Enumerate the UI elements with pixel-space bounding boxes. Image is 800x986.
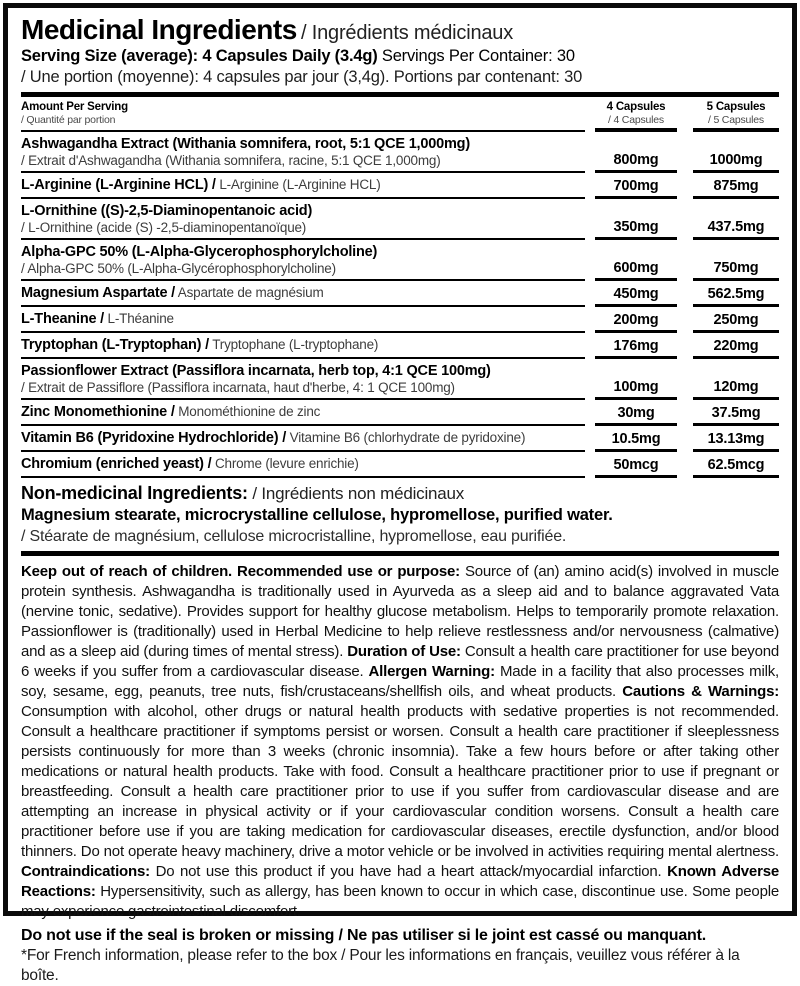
ingredient-row [21,452,779,478]
header-gap [585,101,595,132]
ingredient-name-fr: / L-Ornithine (acide (S) -2,5-diaminopentanoïque) [21,220,307,235]
warning-heading: Known Adverse Reactions: [21,863,779,900]
supplement-facts-panel [3,3,797,984]
amount-5-capsules: 437.5mg [693,199,779,240]
ingredient-row [21,307,779,333]
amount-4-capsules: 600mg [595,240,677,281]
french-info-note: *For French information, please refer to the box / Pour les informations en français, veuillez vous référer à la boîte. [21,947,740,984]
ingredient-row [21,426,779,452]
ingredient-name-fr: / Extrait de Passiflore (Passiflora incarnata, haut d'herbe, 4: 1 QCE 100mg) [21,380,455,395]
ingredient-name [21,452,585,478]
amount-5-capsules: 120mg [693,359,779,400]
amount-5-capsules: 37.5mg [693,400,779,426]
amount-5-capsules: 750mg [693,240,779,281]
ingredient-name [21,281,585,307]
row-gap [585,199,595,240]
amount-4-capsules: 30mg [595,400,677,426]
ingredient-row [21,173,779,199]
ingredient-name-fr: L-Arginine (L-Arginine HCL) [215,177,381,192]
ingredient-name-fr: Chrome (levure enrichie) [211,456,359,471]
row-gap [585,426,595,452]
ingredient-name-fr: Monométhionine de zinc [174,404,321,419]
ingredient-name [21,240,585,281]
amount-5-capsules: 1000mg [693,132,779,173]
ingredient-name [21,307,585,333]
row-gap [677,199,693,240]
ingredient-name-fr: L-Théanine [104,311,174,326]
warning-text: Made in a facility that also processes milk, soy, sesame, egg, peanuts, tree nuts, fish/crustaceans/shellfish oils, and wheat products. [21,663,779,700]
non-medicinal-section [21,483,779,547]
amount-5-capsules: 13.13mg [693,426,779,452]
seal-warning: Do not use if the seal is broken or missing / Ne pas utiliser si le joint est cassé ou manquant. [21,927,706,944]
ingredient-name-en: Zinc Monomethionine / [21,404,175,420]
amount-4-capsules: 800mg [595,132,677,173]
header-gap [677,101,693,132]
row-gap [585,173,595,199]
column-4-capsules-en: 4 Capsules [606,101,666,113]
warning-heading: Contraindications: [21,863,156,880]
column-amount-per-serving [21,101,585,132]
ingredient-name-en: Passionflower Extract (Passiflora incarnata, herb top, 4:1 QCE 100mg) [21,363,491,379]
column-5-capsules-fr: / 5 Capsules [708,114,764,126]
ingredient-name-en: Alpha-GPC 50% (L-Alpha-Glycerophosphorylcholine) [21,244,378,260]
amount-5-capsules: 220mg [693,333,779,359]
ingredient-name-en: Vitamin B6 (Pyridoxine Hydrochloride) / [21,430,287,446]
ingredient-row [21,333,779,359]
serving-size-line [21,46,779,67]
warning-text: Source of (an) amino acid(s) involved in muscle protein synthesis. Ashwagandha is traditionally used in Ayurveda as a sleep aid and to balance aggravated Vata (nervine tonic, sedative). Provides support for healthy glucose metabolism. Helps to temporarily promote relaxation. Passionflower is (traditionally) used in Herbal Medicine to help relieve restlessness and/or nervousness (calmative) and as a sleep aid (during times of mental stress). [21,563,779,660]
warning-heading: Duration of Use: [347,643,465,660]
warning-text: Consumption with alcohol, other drugs or natural health products with sedative properties is not recommended. Consult a healthcare practitioner if symptoms persist or worsen. Consult a health care practitioner if sleeplessness persists continuously for more than 3 weeks (chronic insomnia). Take a few hours before or after taking other medications or natural health products. Take with food. Consult a healthcare practitioner prior to use if pregnant or breastfeeding. Consult a health care practitioner prior to use if you suffer from cardiovascular disease and are attempting an increase in physical activity or if your cardiovascular condition worsens. Consult a health care practitioner before use if you are taking medication for cardiovascular diseases, erectile dysfunction, and/or blood thinners. Do not operate heavy machinery, drive a motor vehicle or be involved in activities requiring mental alertness. [21,703,779,860]
warning-heading: Keep out of reach of children. Recommended use or purpose: [21,563,465,580]
amount-4-capsules: 200mg [595,307,677,333]
ingredient-name-en: L-Theanine / [21,311,104,327]
ingredient-row [21,281,779,307]
ingredient-name [21,400,585,426]
row-gap [677,333,693,359]
amount-4-capsules: 350mg [595,199,677,240]
ingredient-row [21,199,779,240]
warnings-paragraph [21,562,779,922]
non-medicinal-heading [21,483,779,505]
non-medicinal-heading-en: Non-medicinal Ingredients: [21,483,248,503]
amount-4-capsules: 700mg [595,173,677,199]
ingredient-name [21,173,585,199]
row-gap [677,132,693,173]
ingredient-name-fr: Aspartate de magnésium [175,285,324,300]
ingredient-row [21,359,779,400]
amount-5-capsules: 62.5mcg [693,452,779,478]
row-gap [677,240,693,281]
column-amount-en: Amount Per Serving [21,101,128,113]
ingredient-name-en: L-Arginine (L-Arginine HCL) / [21,177,216,193]
ingredient-name-fr: Vitamine B6 (chlorhydrate de pyridoxine) [286,430,526,445]
row-gap [677,173,693,199]
non-medicinal-list-en: Magnesium stearate, microcrystalline cellulose, hypromellose, purified water. [21,506,613,524]
ingredient-name-en: Magnesium Aspartate / [21,285,175,301]
ingredient-name-en: Chromium (enriched yeast) / [21,456,212,472]
serving-size-fr: / Une portion (moyenne): 4 capsules par jour (3,4g). Portions par contenant: 30 [21,68,583,86]
amount-4-capsules: 10.5mg [595,426,677,452]
column-5-capsules [693,101,779,132]
ingredient-rows [21,132,779,478]
ingredient-name-en: Ashwagandha Extract (Withania somnifera, root, 5:1 QCE 1,000mg) [21,136,470,152]
amount-5-capsules: 250mg [693,307,779,333]
row-gap [677,359,693,400]
ingredient-name-fr: / Alpha-GPC 50% (L-Alpha-Glycérophosphorylcholine) [21,261,336,276]
row-gap [585,240,595,281]
row-gap [585,333,595,359]
row-gap [677,281,693,307]
row-gap [585,452,595,478]
panel-title [21,14,779,46]
table-header [21,97,779,132]
row-gap [585,400,595,426]
ingredient-row [21,240,779,281]
column-5-capsules-en: 5 Capsules [706,101,766,113]
row-gap [585,359,595,400]
warning-text: Do not use this product if you have had a heart attack/myocardial infarction. [155,863,668,880]
ingredient-name [21,199,585,240]
non-medicinal-heading-fr: / Ingrédients non médicinaux [247,484,465,503]
row-gap [585,132,595,173]
ingredient-name-en: Tryptophan (L-Tryptophan) / [21,337,209,353]
ingredient-name [21,132,585,173]
row-gap [677,307,693,333]
panel-title-en: Medicinal Ingredients [21,14,297,45]
ingredient-name [21,426,585,452]
panel-title-fr: / Ingrédients médicinaux [301,22,514,44]
footer [21,926,779,986]
warning-heading: Allergen Warning: [368,663,500,680]
non-medicinal-list-fr: / Stéarate de magnésium, cellulose microcristalline, hypromellose, eau purifiée. [21,528,567,545]
ingredient-name-fr: Tryptophane (L-tryptophane) [208,337,379,352]
column-amount-fr: / Quantité par portion [21,114,116,126]
ingredient-row [21,132,779,173]
warning-heading: Cautions & Warnings: [622,683,780,700]
warning-text: Hypersensitivity, such as allergy, has been known to occur in which case, discontinue use. Some people may experience gastrointestinal discomfort. [21,883,779,920]
amount-5-capsules: 562.5mg [693,281,779,307]
amount-4-capsules: 176mg [595,333,677,359]
servings-per-container: Servings Per Container: 30 [377,47,575,65]
ingredient-name [21,333,585,359]
amount-4-capsules: 100mg [595,359,677,400]
ingredient-name-fr: / Extrait d'Ashwagandha (Withania somnifera, racine, 5:1 QCE 1,000mg) [21,153,441,168]
row-gap [677,400,693,426]
column-4-capsules-fr: / 4 Capsules [608,114,664,126]
warning-text: Consult a health care practitioner for use beyond 6 weeks if you suffer from a cardiovascular disease. [21,643,780,680]
row-gap [585,307,595,333]
row-gap [677,452,693,478]
amount-4-capsules: 50mcg [595,452,677,478]
row-gap [677,426,693,452]
ingredient-name-en: L-Ornithine ((S)-2,5-Diaminopentanoic acid) [21,203,313,219]
ingredient-name [21,359,585,400]
serving-size-en: Serving Size (average): 4 Capsules Daily (3.4g) [21,47,378,65]
ingredient-row [21,400,779,426]
amount-4-capsules: 450mg [595,281,677,307]
amount-5-capsules: 875mg [693,173,779,199]
divider-bar-middle [21,551,779,556]
row-gap [585,281,595,307]
column-4-capsules [595,101,677,132]
